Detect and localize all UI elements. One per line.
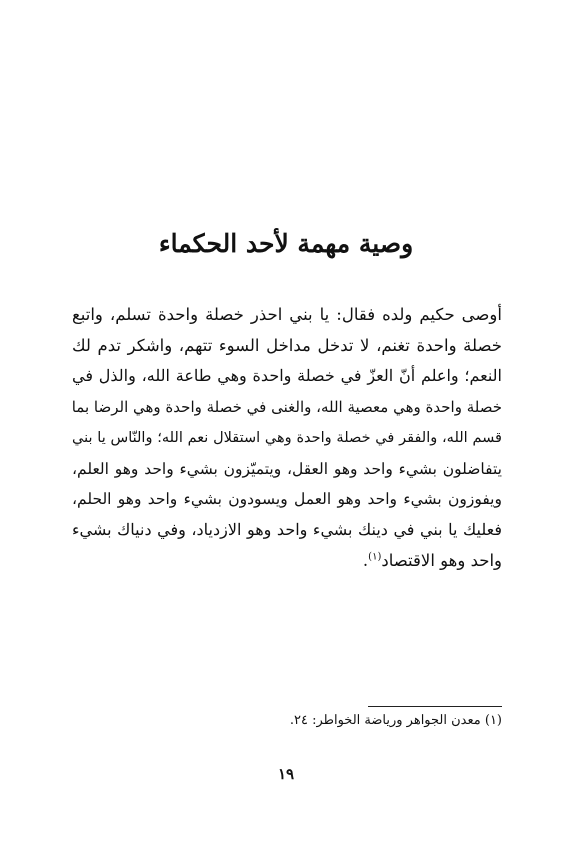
body-line: أوصى حكيم ولده فقال: يا بني احذر خصلة واحدة تسلم، واتبع bbox=[72, 305, 502, 324]
body-line: ويفوزون بشيء واحد وهو العمل ويسودون بشيء واحد وهو الحلم، bbox=[72, 490, 502, 509]
body-line: فعليك يا بني في دينك بشيء واحد وهو الازدياد، وفي دنياك بشيء bbox=[72, 519, 502, 539]
body-line: النعم؛ واعلم أنّ العزّ في خصلة واحدة وهي طاعة الله، والذل في bbox=[72, 366, 503, 386]
final-period: . bbox=[362, 550, 369, 570]
body-line: خصلة واحدة تغنم، لا تدخل مداخل السوء تتهم، واشكر تدم لك bbox=[72, 335, 502, 355]
page-title: وصية مهمة لأحد الحكماء bbox=[158, 229, 414, 258]
body-line: قسم الله، والفقر في خصلة واحدة وهي استقلال نعم الله؛ والنّاس يا بني bbox=[72, 429, 502, 446]
body-line: خصلة واحدة وهي معصية الله، والغنى في خصلة واحدة وهي الرضا بما bbox=[71, 398, 502, 417]
body-line-last-text: واحد وهو الاقتصاد bbox=[381, 550, 502, 570]
page-number: ١٩ bbox=[277, 765, 295, 783]
body-line: يتفاضلون بشيء واحد وهو العقل، ويتميّزون بشيء واحد وهو العلم، bbox=[72, 459, 502, 478]
footnote-reference: (١) bbox=[368, 551, 382, 563]
body-line-last bbox=[72, 546, 502, 577]
footnote: (١) معدن الجواهر ورياضة الخواطر: ٢٤. bbox=[289, 713, 502, 728]
footnote-divider bbox=[368, 706, 502, 707]
body-paragraph bbox=[72, 300, 502, 576]
